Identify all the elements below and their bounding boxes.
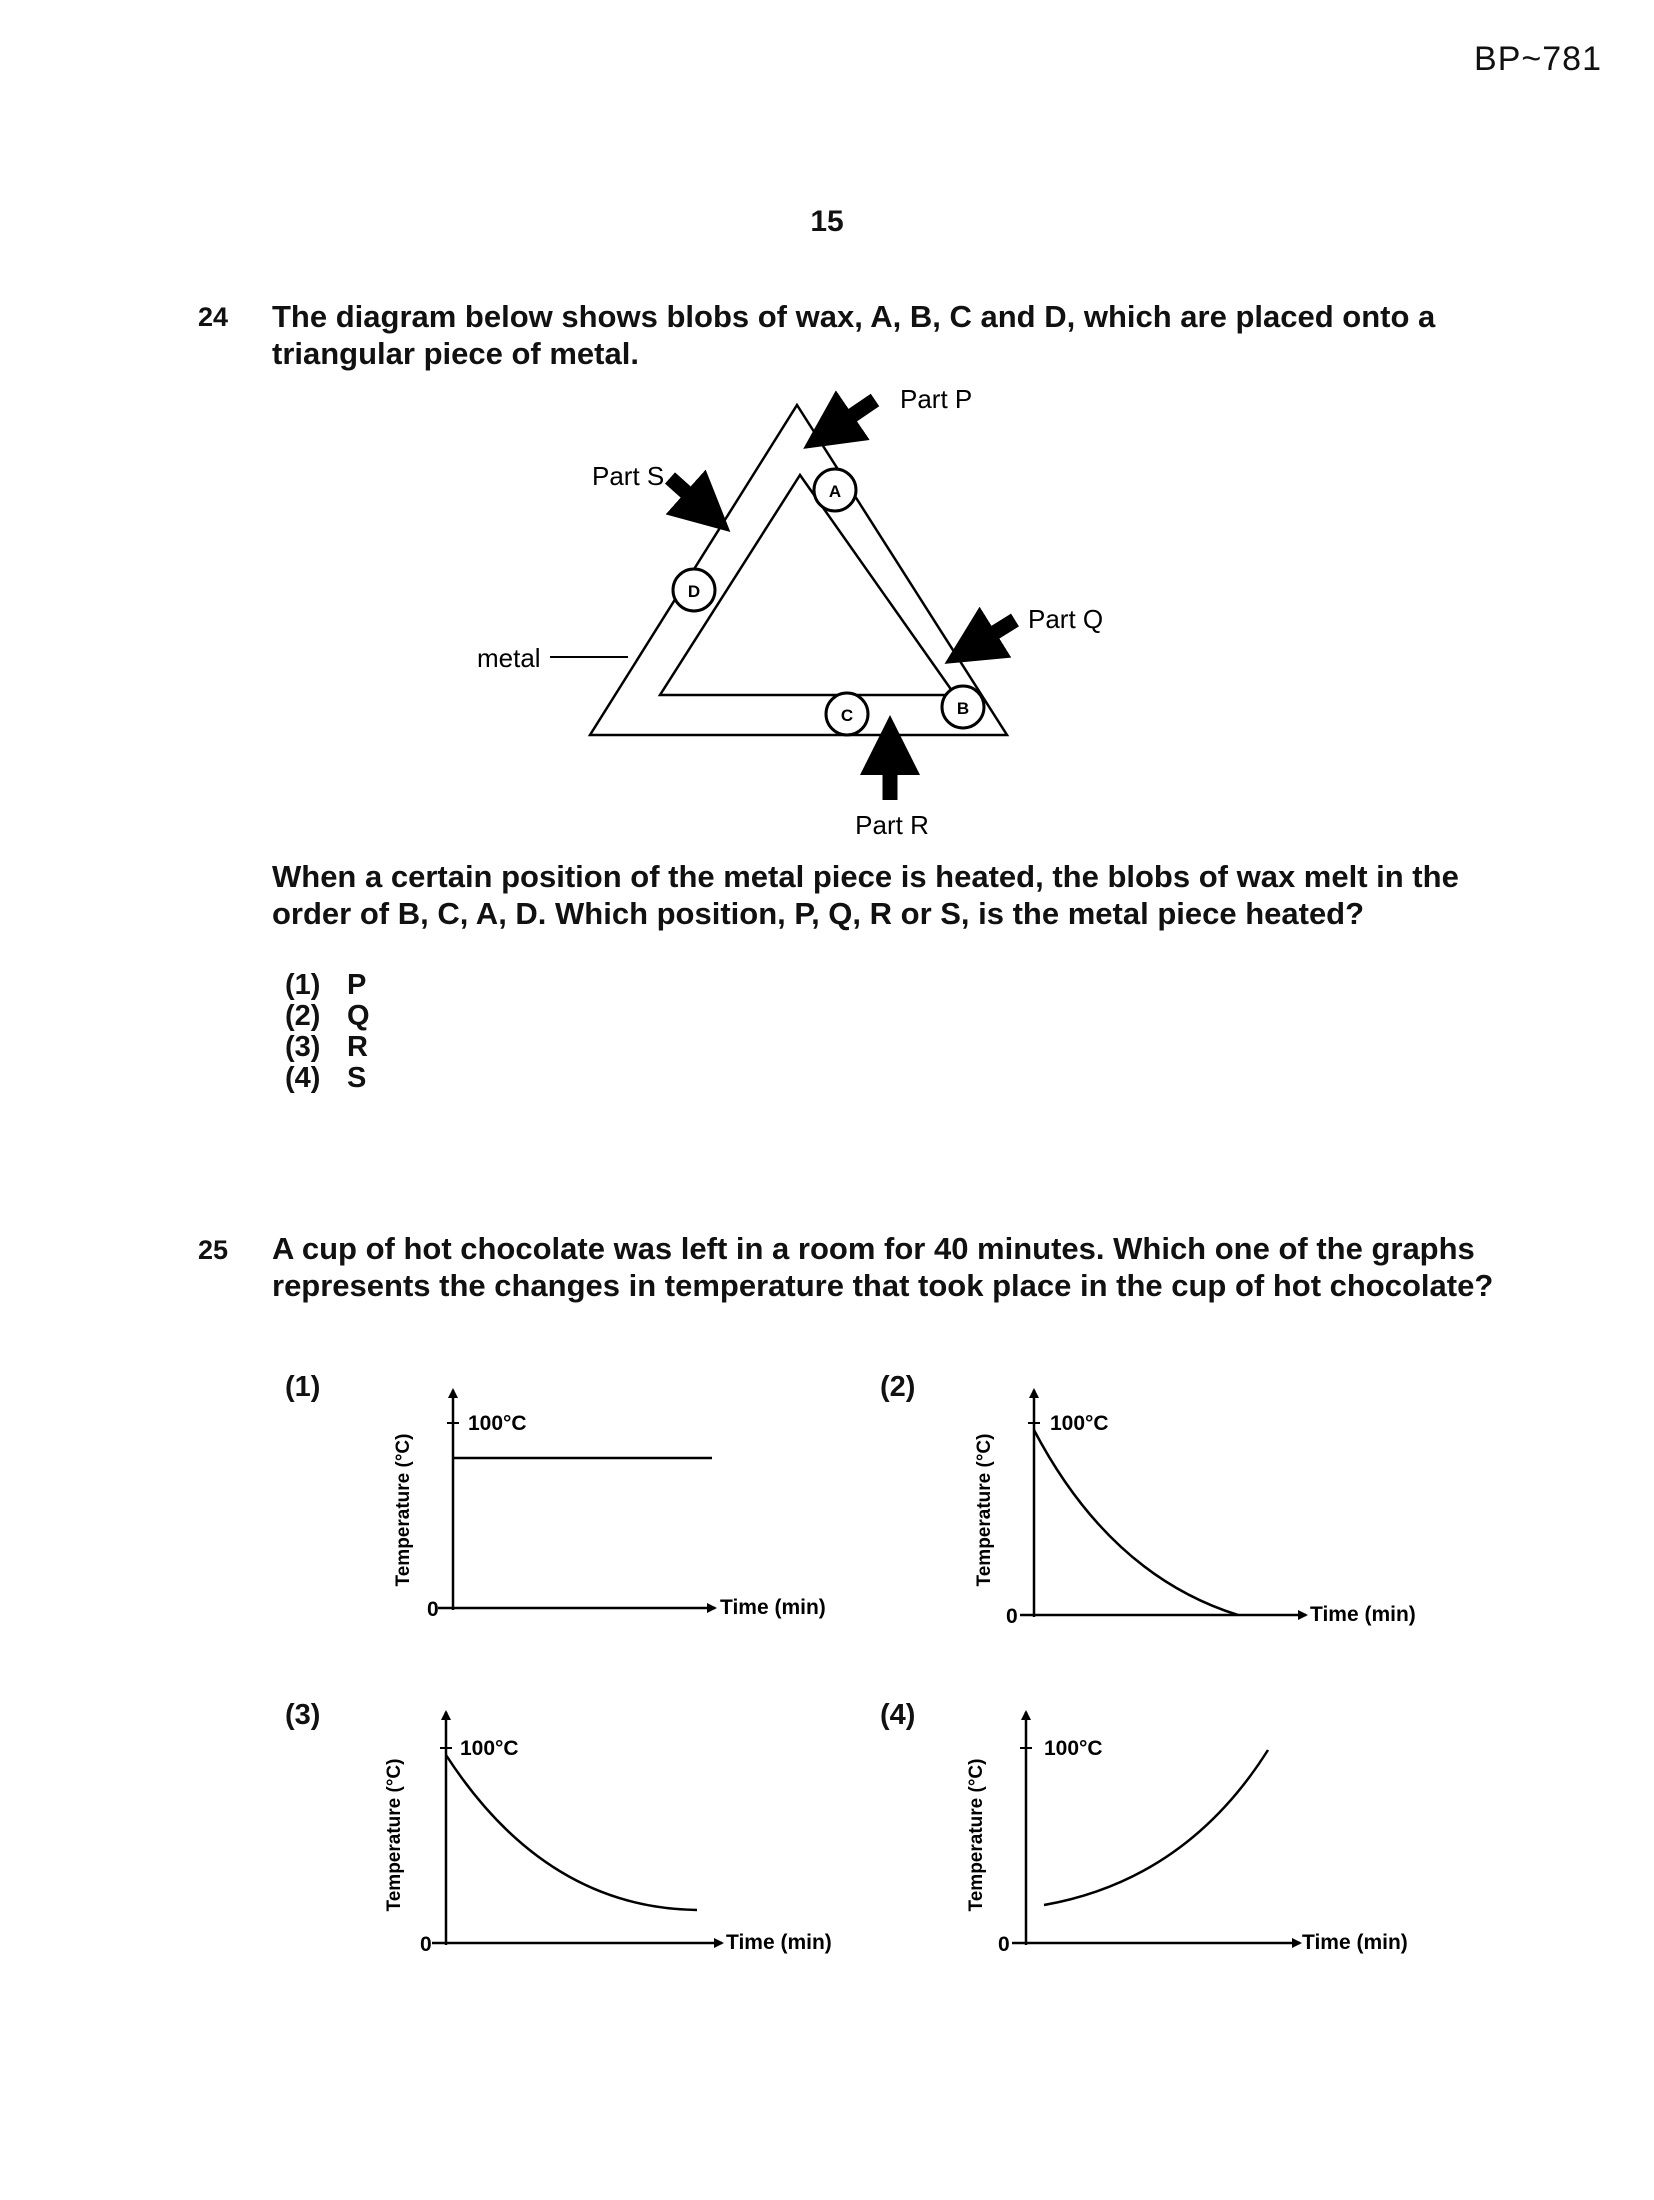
graph-2 [974,1390,1416,1628]
label-part-q: Part Q [1028,604,1104,634]
graph-3-ylabel: Temperature (°C) [384,1758,405,1912]
graph-3-zero: 0 [420,1933,432,1956]
graph-option-label-4: (4) [880,1699,916,1731]
label-metal: metal [477,643,541,673]
graph-4-xlabel: Time (min) [1302,1931,1408,1954]
graph-1-xlabel: Time (min) [720,1596,826,1619]
graph-option-label-3: (3) [285,1699,321,1731]
document-code: BP~781 [1474,40,1602,78]
question-25-number: 25 [198,1235,229,1265]
question-24-number: 24 [198,302,229,332]
graph-4-zero: 0 [998,1933,1010,1956]
graph-1-zero: 0 [427,1598,439,1621]
svg-text:D: D [687,582,701,601]
graph-1 [393,1390,826,1621]
question-24-text-line2: triangular piece of metal. [272,336,639,371]
page-number: 15 [810,205,844,238]
graph-3-top-label: 100°C [460,1737,519,1760]
graph-1-top-label: 100°C [468,1412,527,1435]
graph-2-zero: 0 [1006,1605,1018,1628]
graph-4-curve [1044,1750,1268,1905]
svg-text:C: C [840,706,854,725]
question-25-text-line2: represents the changes in temperature that took place in the cup of hot chocolate? [272,1268,1494,1303]
question-24-prompt-line2: order of B, C, A, D. Which position, P, Q, R or S, is the metal piece heated? [272,896,1365,931]
graph-2-xlabel: Time (min) [1310,1603,1416,1626]
graph-option-label-2: (2) [880,1371,916,1403]
graph-4-ylabel: Temperature (°C) [966,1758,987,1912]
graph-3-xlabel: Time (min) [726,1931,832,1954]
question-24-text-line1: The diagram below shows blobs of wax, A, B, C and D, which are placed onto a [272,299,1436,334]
graph-4 [966,1712,1408,1956]
svg-text:B: B [956,699,970,718]
svg-text:A: A [828,482,842,501]
label-part-s: Part S [592,461,665,491]
graph-4-top-label: 100°C [1044,1737,1103,1760]
option-4: (4) S [285,1062,367,1094]
graph-2-curve [1034,1430,1238,1615]
question-24-prompt-line1: When a certain position of the metal piece is heated, the blobs of wax melt in the [272,859,1459,894]
graph-1-ylabel: Temperature (°C) [393,1433,414,1587]
label-part-p: Part P [900,384,973,414]
option-3: (3) R [285,1031,368,1063]
graph-2-top-label: 100°C [1050,1412,1109,1435]
graph-2-ylabel: Temperature (°C) [974,1433,995,1587]
graph-3 [384,1712,832,1956]
question-25-text-line1: A cup of hot chocolate was left in a room for 40 minutes. Which one of the graphs [272,1231,1475,1266]
option-1: (1) P [285,969,367,1001]
label-part-r: Part R [855,810,929,840]
option-2: (2) Q [285,1000,370,1032]
graph-option-label-1: (1) [285,1371,321,1403]
graph-3-curve [446,1755,697,1910]
